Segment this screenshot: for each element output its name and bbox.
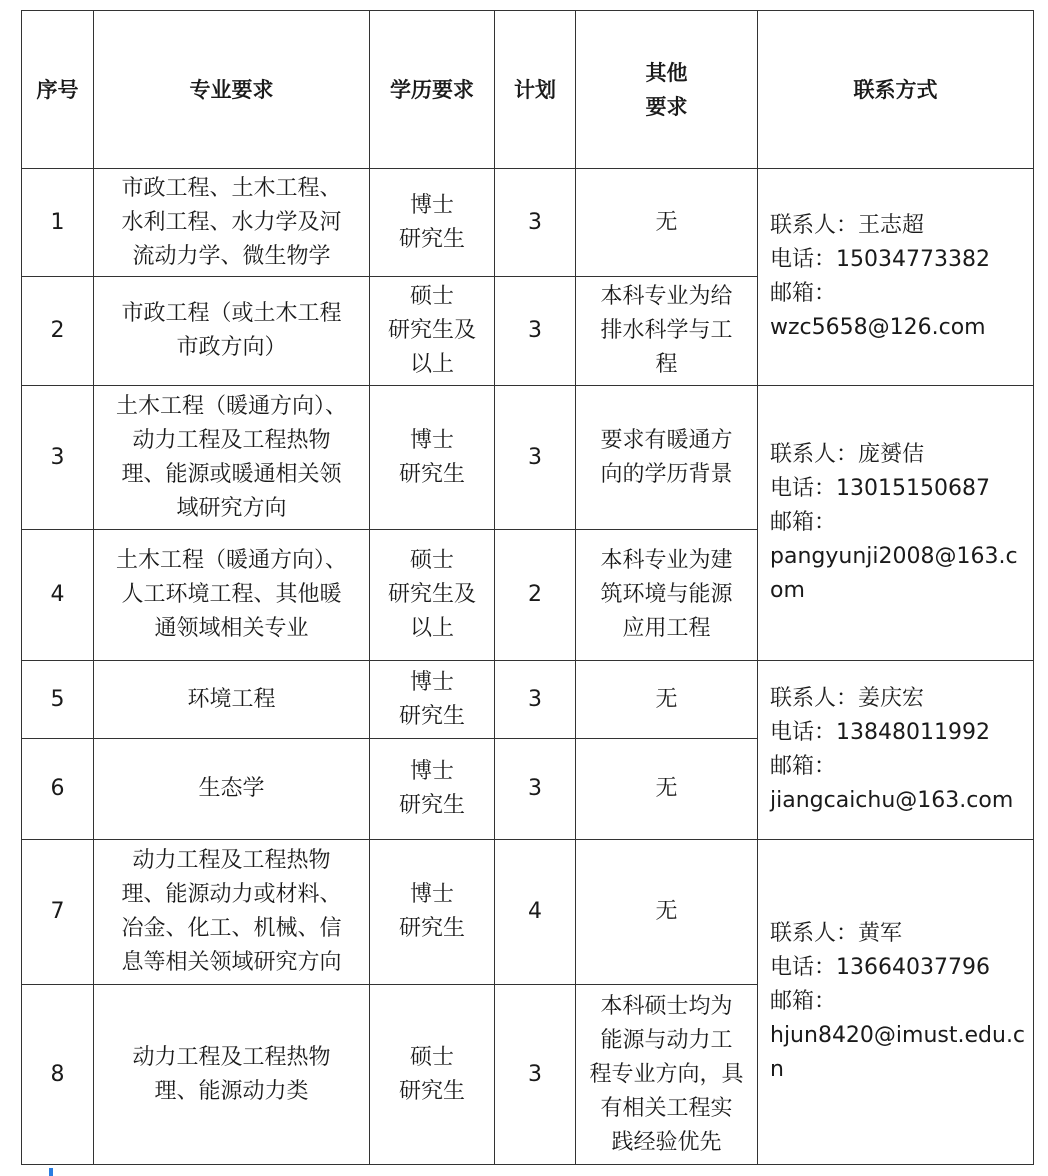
- education-line: 博士: [409, 882, 454, 907]
- header-other: [576, 11, 758, 169]
- contact-person: 联系人：姜庆宏: [770, 686, 925, 711]
- education-line: 硕士: [409, 284, 454, 309]
- plan-cell: 3: [495, 661, 576, 739]
- education-cell: [370, 386, 495, 530]
- education-line: 博士: [409, 669, 454, 695]
- major-line: 理、能源动力类: [154, 1078, 309, 1104]
- education-cell: [370, 530, 495, 661]
- other-cell: [576, 661, 758, 739]
- header-row: [22, 11, 1034, 169]
- major-line: 域研究方向: [176, 495, 287, 521]
- education-cell: [370, 985, 495, 1165]
- education-line: 研究生: [398, 461, 465, 487]
- major-line: 土木工程（暖通方向）、: [115, 393, 347, 419]
- contact-cell: [758, 661, 1034, 840]
- contact-email-label: 邮箱：: [770, 281, 837, 306]
- header-plan: 计划: [495, 11, 576, 169]
- major-cell: [94, 840, 370, 985]
- contact-cell: [758, 840, 1034, 1165]
- other-line: 本科专业为建: [600, 548, 733, 573]
- major-cell: [94, 530, 370, 661]
- seq-cell: 7: [22, 840, 94, 985]
- major-line: 生态学: [198, 776, 265, 801]
- plan-cell: 3: [495, 739, 576, 840]
- contact-phone: 电话：13848011992: [770, 720, 990, 745]
- education-cell: [370, 169, 495, 277]
- header-major: 专业要求: [94, 11, 370, 169]
- major-line: 动力工程及工程热物: [132, 848, 331, 873]
- other-cell: [576, 277, 758, 386]
- plan-cell: 4: [495, 840, 576, 985]
- contact-person: 联系人：庞赟佶: [770, 442, 925, 467]
- other-line: 无: [655, 899, 678, 924]
- plan-cell: 3: [495, 169, 576, 277]
- contact-phone: 电话：13015150687: [770, 476, 990, 501]
- contact-email: jiangcaichu@163.com: [770, 788, 1014, 813]
- other-line: 要求有暖通方: [600, 427, 733, 453]
- major-line: 流动力学、微生物学: [132, 243, 331, 269]
- table-row: [22, 840, 1034, 985]
- header-seq: 序号: [22, 11, 94, 169]
- contact-person: 联系人：王志超: [770, 213, 925, 238]
- seq-cell: 2: [22, 277, 94, 386]
- major-cell: [94, 985, 370, 1165]
- contact-cell: [758, 169, 1034, 386]
- education-line: 研究生及: [387, 582, 476, 607]
- education-line: 研究生: [398, 916, 465, 941]
- major-line: 通领域相关专业: [154, 616, 309, 641]
- education-line: 硕士: [409, 1044, 454, 1070]
- major-line: 土木工程（暖通方向）、: [115, 548, 347, 573]
- education-cell: [370, 739, 495, 840]
- contact-phone: 电话：13664037796: [770, 955, 990, 980]
- table-body: [22, 169, 1034, 1165]
- education-line: 以上: [409, 616, 454, 641]
- major-line: 动力工程及工程热物: [132, 427, 331, 453]
- seq-cell: 1: [22, 169, 94, 277]
- other-cell: [576, 169, 758, 277]
- education-line: 研究生: [398, 703, 465, 729]
- education-line: 博士: [409, 759, 454, 784]
- seq-cell: 8: [22, 985, 94, 1165]
- seq-cell: 3: [22, 386, 94, 530]
- other-line: 应用工程: [622, 616, 711, 641]
- other-line: 无: [655, 209, 678, 235]
- contact-email-label: 邮箱：: [770, 989, 837, 1014]
- table-row: [22, 386, 1034, 530]
- contact-cell: [758, 386, 1034, 661]
- major-line: 息等相关领域研究方向: [121, 950, 342, 975]
- contact-email: wzc5658@126.com: [770, 315, 986, 340]
- education-cell: [370, 277, 495, 386]
- other-line: 能源与动力工: [600, 1027, 733, 1053]
- education-line: 研究生及: [387, 318, 476, 343]
- major-cell: [94, 661, 370, 739]
- other-line: 程: [655, 352, 678, 377]
- other-line: 程专业方向，具: [589, 1061, 744, 1087]
- other-line: 有相关工程实: [600, 1095, 733, 1121]
- major-cell: [94, 386, 370, 530]
- recruitment-table: [21, 10, 1034, 1165]
- major-line: 水利工程、水力学及河: [121, 209, 342, 235]
- education-line: 研究生: [398, 226, 465, 252]
- education-line: 博士: [409, 192, 454, 218]
- header-contact: 联系方式: [758, 11, 1034, 169]
- education-line: 硕士: [409, 548, 454, 573]
- education-line: 研究生: [398, 793, 465, 818]
- other-cell: [576, 985, 758, 1165]
- other-line: 无: [655, 686, 678, 712]
- plan-cell: 3: [495, 985, 576, 1165]
- other-line: 筑环境与能源: [600, 582, 733, 607]
- contact-phone: 电话：15034773382: [770, 247, 990, 272]
- major-line: 人工环境工程、其他暖: [121, 582, 342, 607]
- major-line: 冶金、化工、机械、信: [121, 916, 342, 941]
- other-cell: [576, 386, 758, 530]
- education-line: 博士: [409, 427, 454, 453]
- education-line: 以上: [409, 352, 454, 377]
- major-line: 市政工程、土木工程、: [121, 175, 342, 201]
- major-cell: [94, 739, 370, 840]
- contact-person: 联系人：黄军: [770, 921, 903, 946]
- header-education: 学历要求: [370, 11, 495, 169]
- education-cell: [370, 840, 495, 985]
- education-cell: [370, 661, 495, 739]
- seq-cell: 6: [22, 739, 94, 840]
- major-line: 环境工程: [187, 686, 276, 712]
- plan-cell: 3: [495, 277, 576, 386]
- header-other-line-2: 要求: [645, 94, 688, 119]
- contact-email: pangyunji2008@163.com: [770, 544, 1018, 603]
- education-line: 研究生: [398, 1078, 465, 1104]
- seq-cell: 4: [22, 530, 94, 661]
- major-line: 动力工程及工程热物: [132, 1044, 331, 1070]
- other-cell: [576, 530, 758, 661]
- contact-email-label: 邮箱：: [770, 754, 837, 779]
- major-cell: [94, 169, 370, 277]
- page-accent-mark: [49, 1168, 53, 1176]
- other-cell: [576, 739, 758, 840]
- table-row: [22, 169, 1034, 277]
- other-line: 排水科学与工: [600, 318, 733, 343]
- major-line: 理、能源或暖通相关领: [121, 461, 342, 487]
- other-line: 本科专业为给: [600, 284, 733, 309]
- plan-cell: 2: [495, 530, 576, 661]
- major-line: 市政方向）: [176, 335, 287, 360]
- other-line: 向的学历背景: [600, 461, 733, 487]
- other-line: 本科硕士均为: [600, 993, 733, 1019]
- other-line: 践经验优先: [611, 1129, 722, 1155]
- other-line: 无: [655, 776, 678, 801]
- major-line: 理、能源动力或材料、: [121, 882, 342, 907]
- seq-cell: 5: [22, 661, 94, 739]
- contact-email: hjun8420@imust.edu.cn: [770, 1023, 1026, 1082]
- table-row: [22, 661, 1034, 739]
- header-other-line-1: 其他: [645, 60, 688, 85]
- other-cell: [576, 840, 758, 985]
- contact-email-label: 邮箱：: [770, 510, 837, 535]
- major-line: 市政工程（或土木工程: [121, 301, 342, 326]
- plan-cell: 3: [495, 386, 576, 530]
- major-cell: [94, 277, 370, 386]
